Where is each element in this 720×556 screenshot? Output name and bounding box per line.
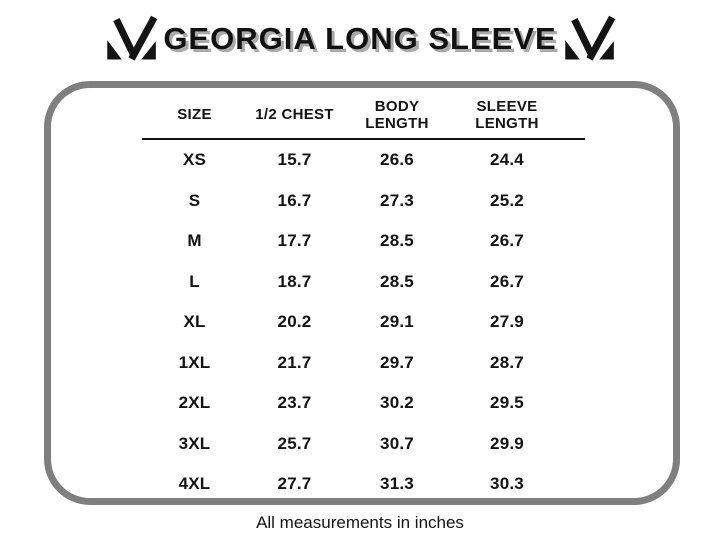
size-table xyxy=(142,92,562,138)
measurement-cell: 29.1 xyxy=(380,312,414,332)
brand-m-logo-icon xyxy=(562,15,616,63)
table-row xyxy=(142,140,562,181)
measurement-cell: 28.7 xyxy=(490,352,524,372)
table-row xyxy=(142,302,562,343)
measurement-cell: 30.2 xyxy=(380,393,414,413)
size-label-cell: 4XL xyxy=(178,474,211,494)
measurement-cell: 18.7 xyxy=(277,271,312,291)
title-row xyxy=(0,8,720,70)
size-label-cell: 1XL xyxy=(178,352,211,372)
measurement-cell: 25.2 xyxy=(490,190,524,210)
size-table-header-row xyxy=(142,92,562,138)
measurement-cell: 28.5 xyxy=(380,231,414,251)
measurement-cell: 23.7 xyxy=(277,393,312,413)
size-label-cell: 3XL xyxy=(178,433,211,453)
measurement-cell: 30.7 xyxy=(380,433,414,453)
table-row xyxy=(142,221,562,262)
column-header-body-length: BODY LENGTH xyxy=(365,97,429,132)
measurement-cell: 30.3 xyxy=(490,474,524,494)
size-label-cell: M xyxy=(187,231,202,251)
measurement-cell: 21.7 xyxy=(277,352,312,372)
table-row xyxy=(142,424,562,465)
measurement-cell: 26.6 xyxy=(380,150,414,170)
measurement-cell: 29.5 xyxy=(490,393,524,413)
measurement-cell: 16.7 xyxy=(277,190,312,210)
measurement-cell: 31.3 xyxy=(380,474,414,494)
measurement-cell: 29.9 xyxy=(490,433,524,453)
measurements-note: All measurements in inches xyxy=(256,513,464,532)
brand-m-logo-icon xyxy=(104,15,158,63)
measurement-cell: 27.7 xyxy=(277,474,312,494)
size-label-cell: L xyxy=(189,271,200,291)
table-row xyxy=(142,383,562,424)
column-header-size: SIZE xyxy=(177,106,212,124)
measurement-cell: 27.3 xyxy=(380,190,414,210)
size-table-body xyxy=(142,140,562,505)
size-label-cell: XL xyxy=(183,312,206,332)
size-label-cell: 2XL xyxy=(178,393,211,413)
measurement-cell: 28.5 xyxy=(380,271,414,291)
table-row xyxy=(142,262,562,303)
column-header-half-chest: 1/2 CHEST xyxy=(255,106,334,124)
measurement-cell: 17.7 xyxy=(277,231,312,251)
measurement-cell: 26.7 xyxy=(490,271,524,291)
table-row xyxy=(142,343,562,384)
table-row xyxy=(142,181,562,222)
measurement-cell: 26.7 xyxy=(490,231,524,251)
size-label-cell: S xyxy=(188,190,201,210)
measurement-cell: 27.9 xyxy=(490,312,524,332)
measurement-cell: 25.7 xyxy=(277,433,312,453)
measurement-cell: 20.2 xyxy=(277,312,312,332)
measurement-cell: 24.4 xyxy=(490,150,524,170)
measurement-cell: 15.7 xyxy=(277,150,312,170)
size-label-cell: XS xyxy=(182,150,207,170)
size-chart-frame xyxy=(44,81,680,505)
measurement-cell: 29.7 xyxy=(380,352,414,372)
page-title: GEORGIA LONG SLEEVE xyxy=(163,21,557,56)
column-header-sleeve-length: SLEEVE LENGTH xyxy=(475,97,539,132)
table-row xyxy=(142,464,562,505)
